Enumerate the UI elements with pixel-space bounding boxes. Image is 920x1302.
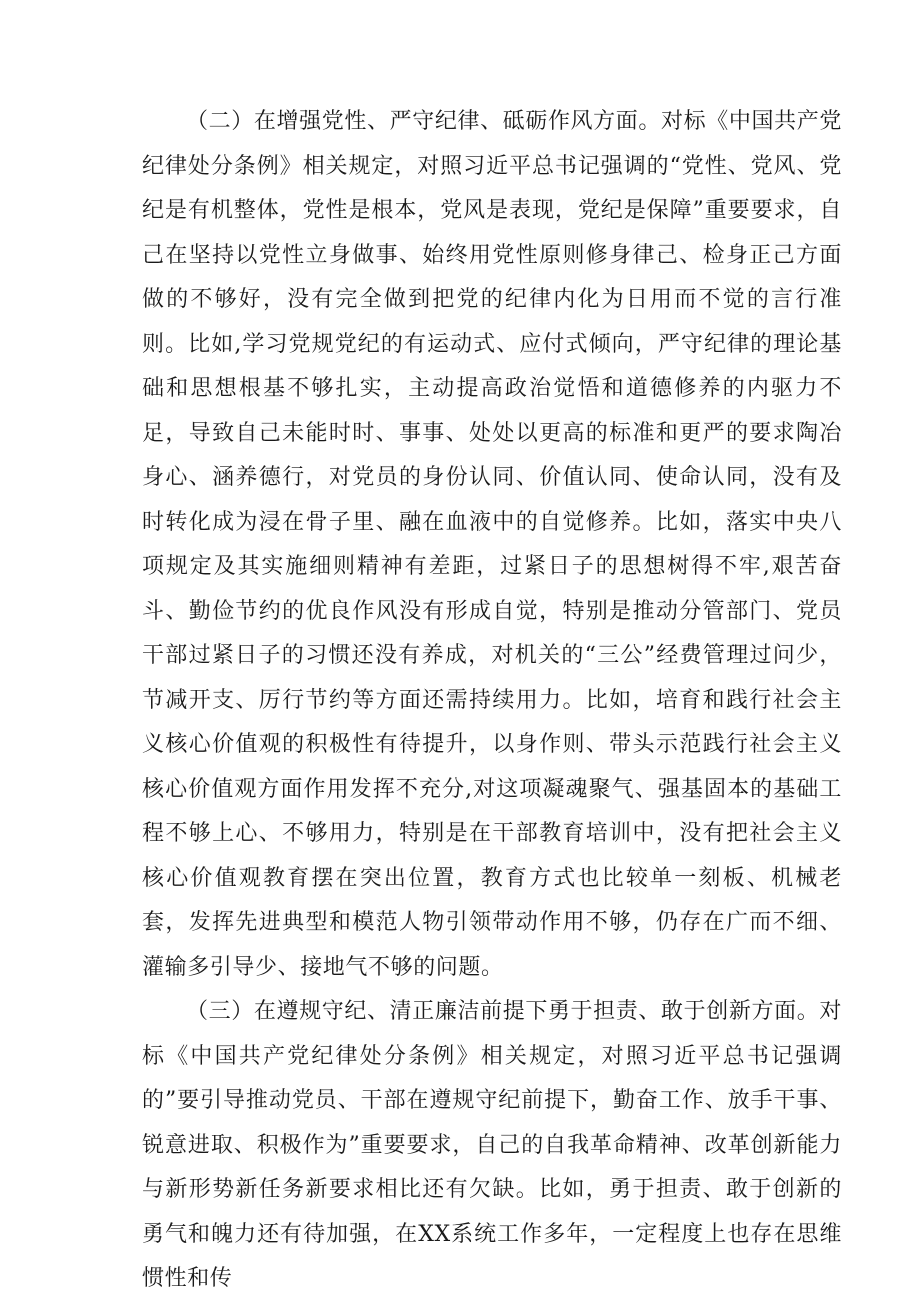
paragraph-section-three: （三）在遵规守纪、清正廉洁前提下勇于担责、敢于创新方面。对标《中国共产党纪律处分条例》相关规定，对照习近平总书记强调的”要引导推动党员、干部在遵规守纪前提下，勤奋工作、放手干事、锐意进取、积极作为”重要要求，自己的自我革命精神、改革创新能力与新形势新任务新要求相比还有欠缺。比如，勇于担责、敢于创新的勇气和魄力还有待加强，在XX系统工作多年，一定程度上也存在思维惯性和传 — [142, 999, 842, 1291]
paragraph-section-two: （二）在增强党性、严守纪律、砥砺作风方面。对标《中国共产党纪律处分条例》相关规定，对照习近平总书记强调的“党性、党风、党纪是有机整体，党性是根本，党风是表现，党纪是保障”重要要求，自己在坚持以党性立身做事、始终用党性原则修身律己、检身正己方面做的不够好，没有完全做到把党的纪律内化为日用而不觉的言行准则。比如,学习党规党纪的有运动式、应付式倾向，严守纪律的理论基础和思想根基不够扎实，主动提高政治觉悟和道德修养的内驱力不足，导致自己未能时时、事事、处处以更高的标准和更严的要求陶冶身心、涵养德行，对党员的身份认同、价值认同、使命认同，没有及时转化成为浸在骨子里、融在血液中的自觉修养。比如，落实中央八项规定及其实施细则精神有差距，过紧日子的思想树得不牢,艰苦奋斗、勤俭节约的优良作风没有形成自觉，特别是推动分管部门、党员干部过紧日子的习惯还没有养成，对机关的“三公”经费管理过问少，节减开支、厉行节约等方面还需持续用力。比如，培育和践行社会主义核心价值观的积极性有待提升，以身作则、带头示范践行社会主义核心价值观方面作用发挥不充分,对这项凝魂聚气、强基固本的基础工程不够上心、不够用力，特别是在干部教育培训中，没有把社会主义核心价值观教育摆在突出位置，教育方式也比较单一刻板、机械老套，发挥先进典型和模范人物引领带动作用不够，仍存在广而不细、灌输多引导少、接地气不够的问题。 — [142, 109, 842, 980]
document-body — [142, 100, 842, 1302]
